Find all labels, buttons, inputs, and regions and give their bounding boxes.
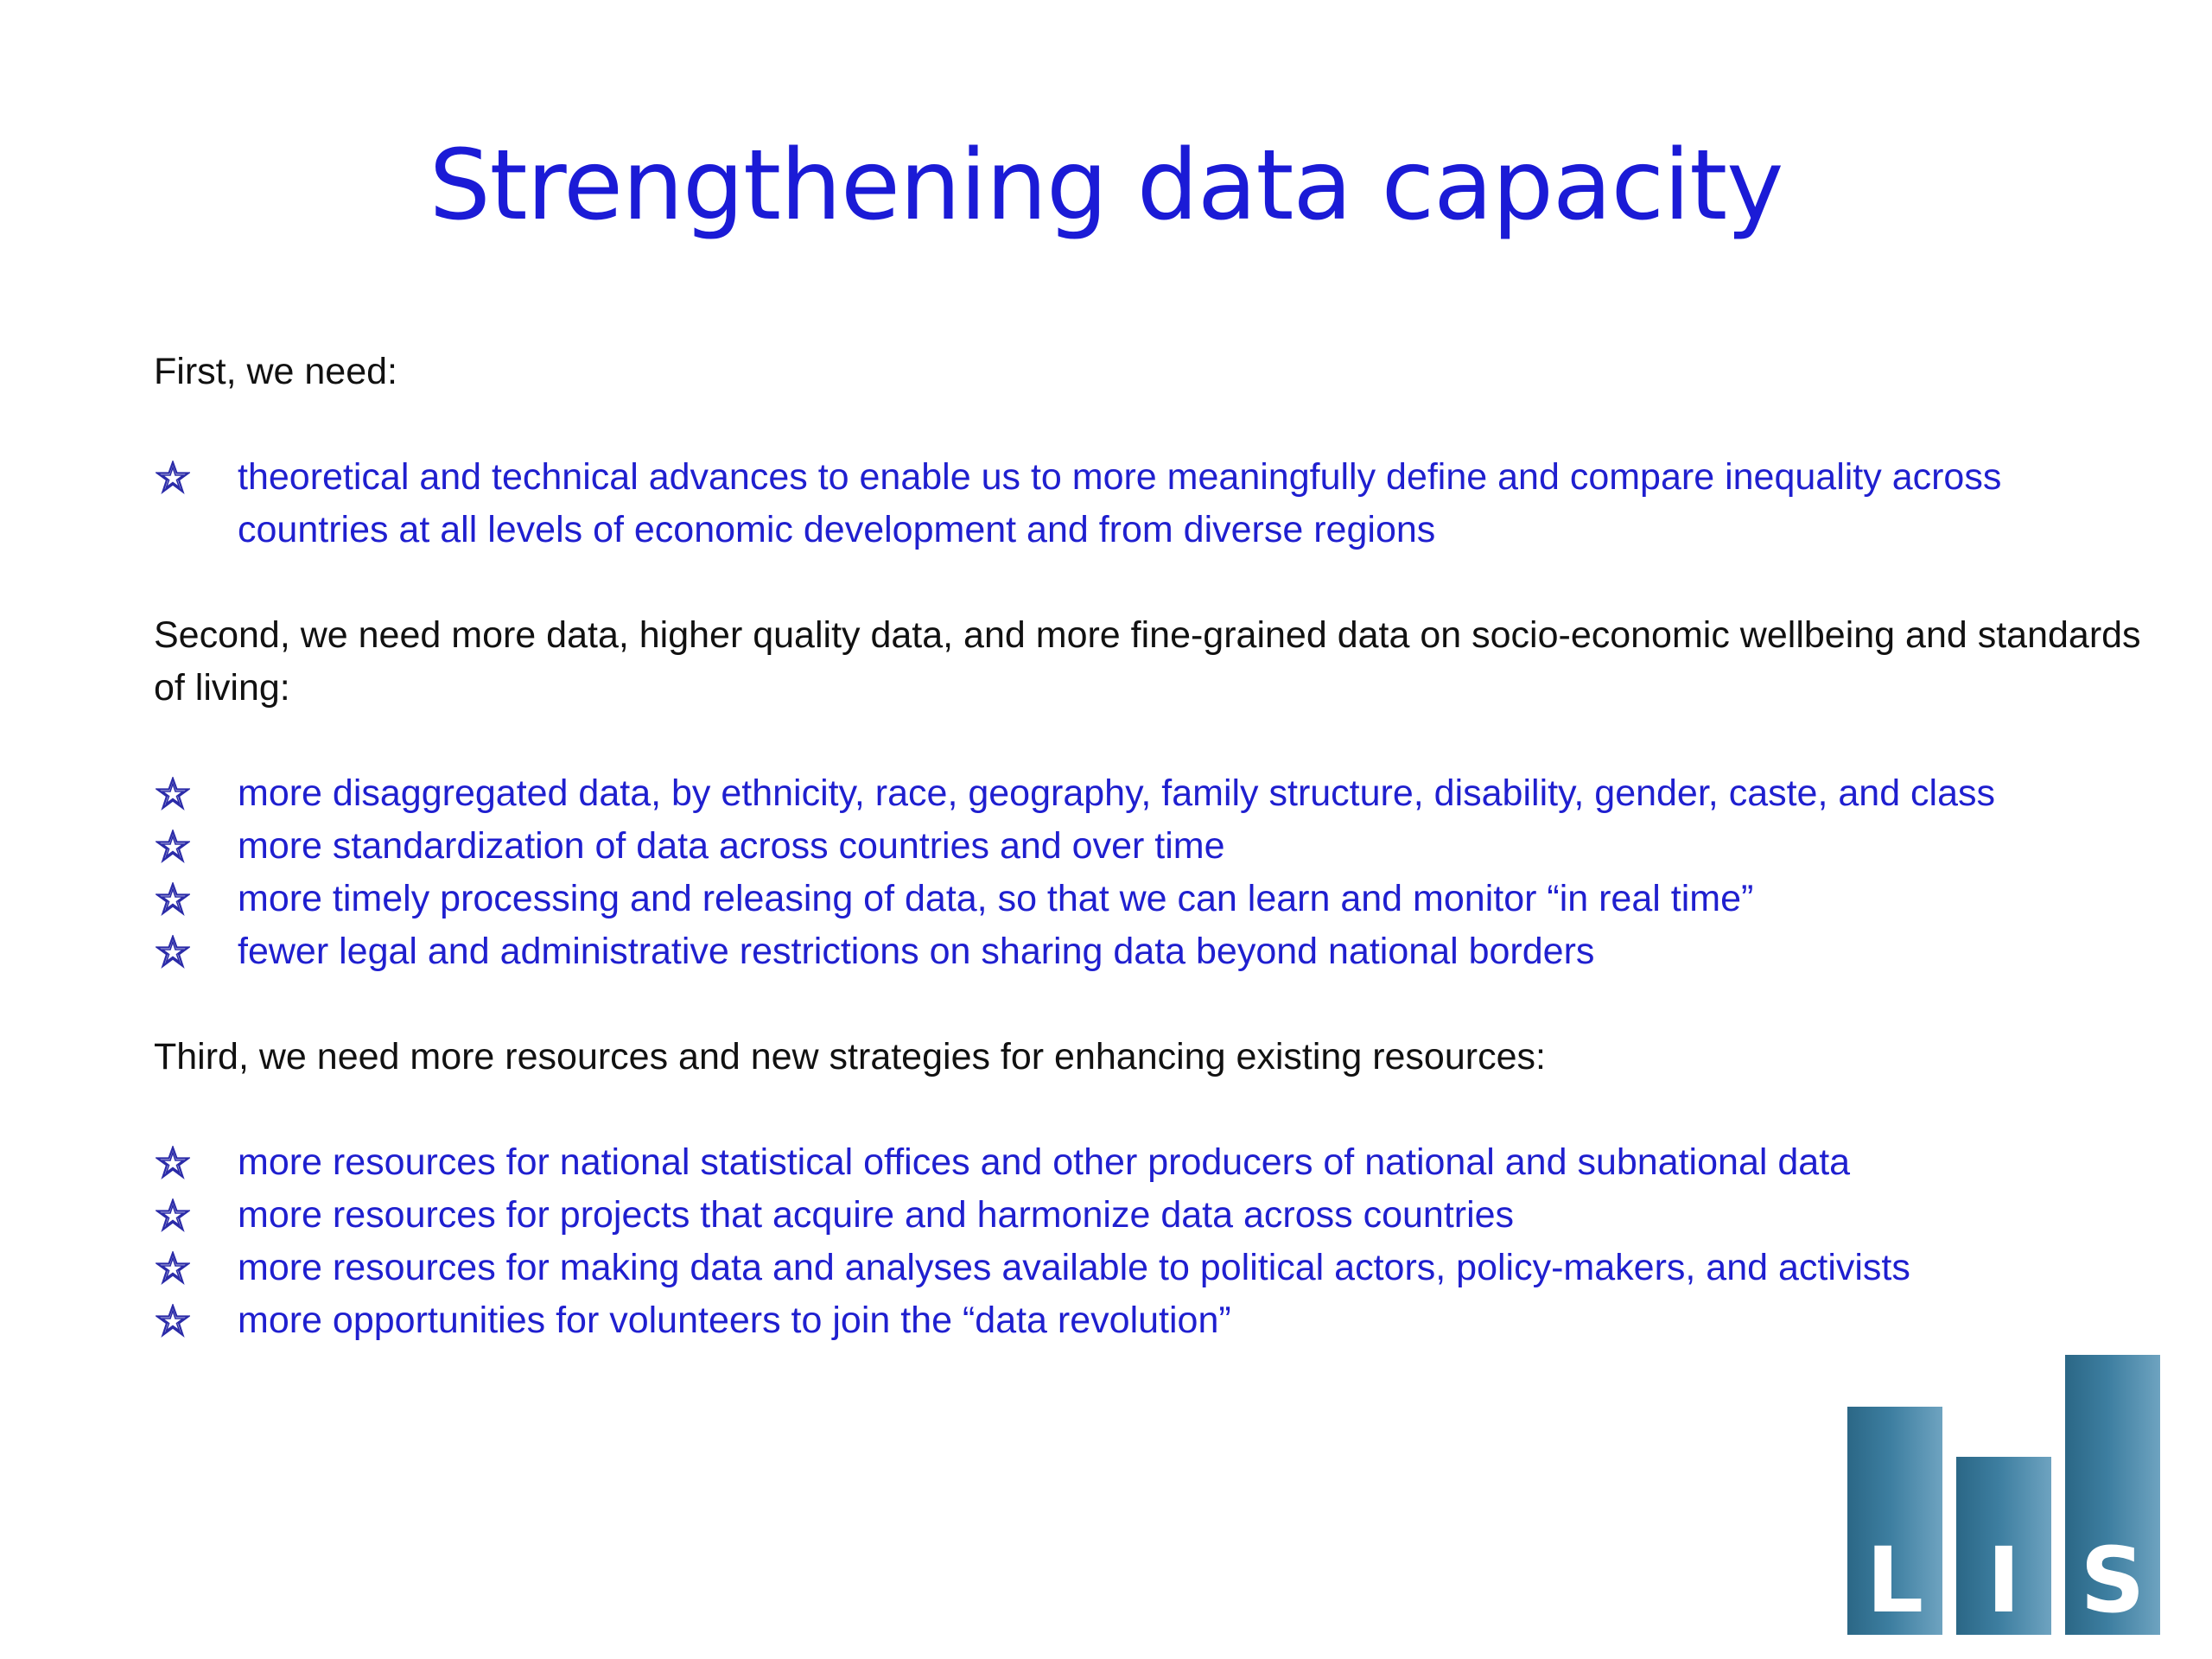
star-icon — [154, 873, 192, 925]
bullet-list — [154, 451, 2141, 556]
slide-title: Strengthening data capacity — [429, 130, 1783, 242]
star-icon — [154, 820, 192, 873]
bullet-text: more disaggregated data, by ethnicity, race, geography, family structure, disability, gender, caste, and class — [238, 772, 1996, 814]
bullet-list — [154, 767, 2141, 978]
bullet-text: more opportunities for volunteers to join the “data revolution” — [238, 1300, 1231, 1341]
star-icon — [154, 1294, 192, 1347]
section-intro: First, we need: — [154, 351, 397, 392]
list-item — [154, 1136, 2141, 1189]
star-icon — [154, 925, 192, 978]
section-intro: Second, we need more data, higher quality data, and more fine-grained data on socio-economic wellbeing and standards of living: — [154, 614, 2141, 709]
star-icon — [154, 1242, 192, 1294]
lis-logo — [1847, 1355, 2171, 1635]
bullet-text: more resources for national statistical offices and other producers of national and subnational data — [238, 1141, 1851, 1183]
star-icon — [154, 451, 192, 504]
star-icon — [154, 767, 192, 820]
list-item — [154, 767, 2141, 820]
list-item — [154, 1294, 2141, 1347]
list-item — [154, 925, 2141, 978]
section-intro: Third, we need more resources and new strategies for enhancing existing resources: — [154, 1036, 1546, 1077]
logo-letter-i: I — [1986, 1528, 2021, 1633]
bullet-text: more resources for projects that acquire and harmonize data across countries — [238, 1194, 1515, 1236]
star-icon — [154, 1189, 192, 1242]
list-item — [154, 820, 2141, 873]
bullet-text: theoretical and technical advances to enable us to more meaningfully define and compare inequality across countries at all levels of economic development and from diverse regions — [238, 456, 2002, 550]
list-item — [154, 1242, 2141, 1294]
logo-letter-s: S — [2080, 1528, 2145, 1633]
list-item — [154, 1189, 2141, 1242]
logo-letter-l: L — [1866, 1528, 1924, 1633]
bullet-list — [154, 1136, 2141, 1347]
bullet-text: fewer legal and administrative restrictions on sharing data beyond national borders — [238, 931, 1595, 972]
list-item — [154, 873, 2141, 925]
bullet-text: more standardization of data across countries and over time — [238, 825, 1225, 867]
bullet-text: more timely processing and releasing of data, so that we can learn and monitor “in real time” — [238, 878, 1754, 919]
list-item — [154, 451, 2141, 556]
bullet-text: more resources for making data and analyses available to political actors, policy-makers, and activists — [238, 1247, 1910, 1288]
star-icon — [154, 1136, 192, 1189]
slide-content — [154, 346, 2141, 1347]
